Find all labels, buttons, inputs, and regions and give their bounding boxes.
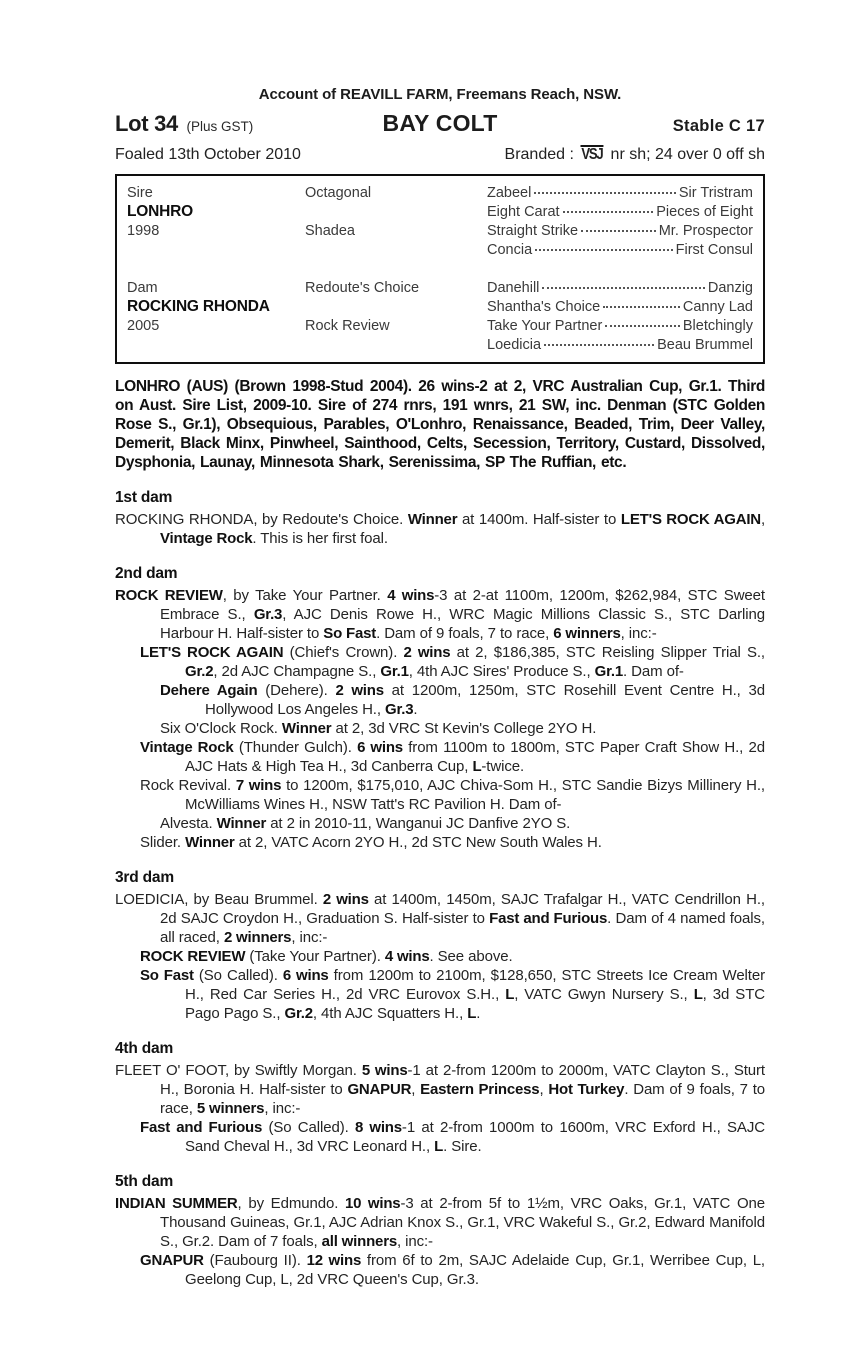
pedigree-entry: Vintage Rock (Thunder Gulch). 6 wins from 1100m to 1800m, STC Paper Craft Show H., 2d AJC Hats & High Tea H., 3d Canberra Cup, L-twice.	[140, 739, 765, 775]
great-grandparent: Bletchingly	[682, 317, 753, 334]
pedigree-entry: So Fast (So Called). 6 wins from 1200m to 2100m, $128,650, STC Streets Ice Cream Welter H., Red Car Series H., 2d VRC Eurovox S.H., L, VATC Gwyn Nursery S., L, 3d STC Pago Pago S., Gr.2, 4th AJC Squatters H., L.	[140, 967, 766, 1022]
great-grandparent: First Consul	[675, 241, 753, 258]
pedigree-entry: LET'S ROCK AGAIN (Chief's Crown). 2 wins at 2, $186,385, STC Reisling Slipper Trial S., Gr.2, 2d AJC Champagne S., Gr.1, 4th AJC Sires' Produce S., Gr.1. Dam of-	[140, 644, 765, 680]
generation3-cell	[487, 318, 753, 334]
grandparent: Eight Carat	[487, 203, 560, 220]
pedigree-entry: LOEDICIA, by Beau Brummel. 2 wins at 1400m, 1450m, SAJC Trafalgar H., VATC Cendrillon H., 2d SAJC Croydon H., Graduation S. Half-sister to Fast and Furious. Dam of 4 named foals, all raced, 2 winners, inc:-	[115, 891, 765, 946]
pedigree-entry: ROCKING RHONDA, by Redoute's Choice. Winner at 1400m. Half-sister to LET'S ROCK AGAIN, Vintage Rock. This is her first foal.	[115, 511, 766, 547]
great-grandparent: Canny Lad	[682, 298, 753, 315]
section-header: 4th dam	[115, 1040, 174, 1057]
section-header: 2nd dam	[115, 565, 178, 582]
lot-header-row	[115, 110, 765, 137]
generation1-cell: 1998	[127, 222, 160, 239]
generation1-cell: 2005	[127, 317, 160, 334]
grandparent: Concia	[487, 241, 533, 258]
generation1-cell: Sire	[127, 184, 153, 201]
stable-label: Stable C 17	[672, 117, 765, 135]
generation1-cell: Dam	[127, 279, 158, 296]
pedigree-entry: ROCK REVIEW, by Take Your Partner. 4 wins-3 at 2-at 1100m, 1200m, $262,984, STC Sweet Embrace S., Gr.3, AJC Denis Rowe H., WRC Magic Millions Classic S., STC Darling Harbour H. Half-sister to So Fast. Dam of 9 foals, 7 to race, 6 winners, inc:-	[115, 587, 765, 642]
branded-suffix: nr sh; 24 over 0 off sh	[606, 146, 765, 163]
pedigree-entry: Slider. Winner at 2, VATC Acorn 2YO H., 2d STC New South Wales H.	[140, 834, 602, 851]
pedigree-entry: GNAPUR (Faubourg II). 12 wins from 6f to 2m, SAJC Adelaide Cup, Gr.1, Werribee Cup, L, Geelong Cup, L, 2d VRC Queen's Cup, Gr.3.	[140, 1252, 765, 1288]
catalogue-page	[115, 86, 765, 1289]
grandparent: Straight Strike	[487, 222, 579, 239]
pedigree-entry: Rock Revival. 7 wins to 1200m, $175,010, AJC Chiva-Som H., STC Sandie Bizys Millinery H., McWilliams Wines H., NSW Tatt's RC Pavilion H. Dam of-	[140, 777, 765, 813]
sire-name-cell: LONHRO	[127, 202, 193, 220]
brand-mark: VSJ	[581, 146, 603, 163]
generation2-cell: Redoute's Choice	[305, 279, 420, 296]
branded-prefix: Branded :	[504, 146, 579, 163]
lot-gst-note: (Plus GST)	[186, 119, 254, 134]
section-header: 3rd dam	[115, 869, 174, 886]
section-header: 1st dam	[115, 489, 173, 506]
great-grandparent: Pieces of Eight	[656, 203, 753, 220]
pedigree-table	[115, 174, 765, 364]
generation2-cell: Rock Review	[305, 317, 390, 334]
grandparent: Danehill	[487, 279, 540, 296]
great-grandparent: Mr. Prospector	[658, 222, 753, 239]
pedigree-entry: INDIAN SUMMER, by Edmundo. 10 wins-3 at 2-from 5f to 1½m, VRC Oaks, Gr.1, VATC One Thousand Guineas, Gr.1, AJC Adrian Knox S., Gr.1, VRC Wakeful S., Gr.2, Edward Manifold S., Gr.2. Dam of 7 foals, all winners, inc:-	[115, 1195, 765, 1250]
pedigree-entry: Six O'Clock Rock. Winner at 2, 3d VRC St Kevin's College 2YO H.	[160, 720, 597, 737]
account-line: Account of REAVILL FARM, Freemans Reach, NSW.	[258, 86, 622, 103]
grandparent: Shantha's Choice	[487, 298, 601, 315]
grandparent: Zabeel	[487, 184, 532, 201]
foaled-row	[115, 145, 765, 164]
dam-sections	[115, 489, 765, 1289]
great-grandparent: Danzig	[707, 279, 753, 296]
foaled-date: Foaled 13th October 2010	[115, 146, 301, 163]
pedigree-entry: Fast and Furious (So Called). 8 wins-1 at 2-from 1000m to 1600m, VRC Exford H., SAJC Sand Cheval H., 3d VRC Leonard H., L. Sire.	[140, 1119, 765, 1155]
lot-number	[115, 111, 253, 137]
generation2-cell: Shadea	[305, 222, 355, 239]
section-header: 5th dam	[115, 1173, 174, 1190]
branded-info	[505, 145, 765, 164]
grandparent: Take Your Partner	[487, 317, 603, 334]
dam-name-cell: ROCKING RHONDA	[127, 297, 270, 315]
generation3-cell	[487, 204, 753, 220]
pedigree-entry: ROCK REVIEW (Take Your Partner). 4 wins. See above.	[140, 948, 513, 965]
page-title: BAY COLT	[382, 110, 498, 136]
generation3-cell	[487, 242, 753, 258]
sire-summary: LONHRO (AUS) (Brown 1998-Stud 2004). 26 wins-2 at 2, VRC Australian Cup, Gr.1. Third on Aust. Sire List, 2009-10. Sire of 274 rnrs, 191 wnrs, 21 SW, inc. Denman (STC Golden Rose S., Gr.1), Obsequious, Parables, O'Lonhro, Renaissance, Beaded, Trim, Deer Valley, Demerit, Black Minx, Pinwheel, Sainthood, Celts, Secession, Territory, Custard, Dissolved, Dysphonia, Launay, Minnesota Shark, Serenissima, SP The Ruffian, etc.	[115, 378, 765, 471]
great-grandparent: Beau Brummel	[657, 336, 753, 353]
generation3-cell	[487, 280, 753, 296]
table-half-divider	[127, 264, 753, 273]
generation3-cell	[487, 185, 753, 201]
pedigree-entry: Alvesta. Winner at 2 in 2010-11, Wanganui JC Danfive 2YO S.	[160, 815, 571, 832]
generation3-cell	[487, 299, 753, 315]
pedigree-entry: FLEET O' FOOT, by Swiftly Morgan. 5 wins-1 at 2-from 1200m to 2000m, VATC Clayton S., Sturt H., Boronia H. Half-sister to GNAPUR, Eastern Princess, Hot Turkey. Dam of 9 foals, 7 to race, 5 winners, inc:-	[115, 1062, 766, 1117]
lot-label: Lot 34	[115, 111, 178, 136]
generation3-cell	[487, 337, 753, 353]
great-grandparent: Sir Tristram	[678, 184, 753, 201]
generation2-cell: Octagonal	[305, 184, 372, 201]
grandparent: Loedicia	[487, 336, 542, 353]
generation3-cell	[487, 223, 753, 239]
pedigree-entry: Dehere Again (Dehere). 2 wins at 1200m, 1250m, STC Rosehill Event Centre H., 3d Hollywood Los Angeles H., Gr.3.	[160, 682, 766, 718]
